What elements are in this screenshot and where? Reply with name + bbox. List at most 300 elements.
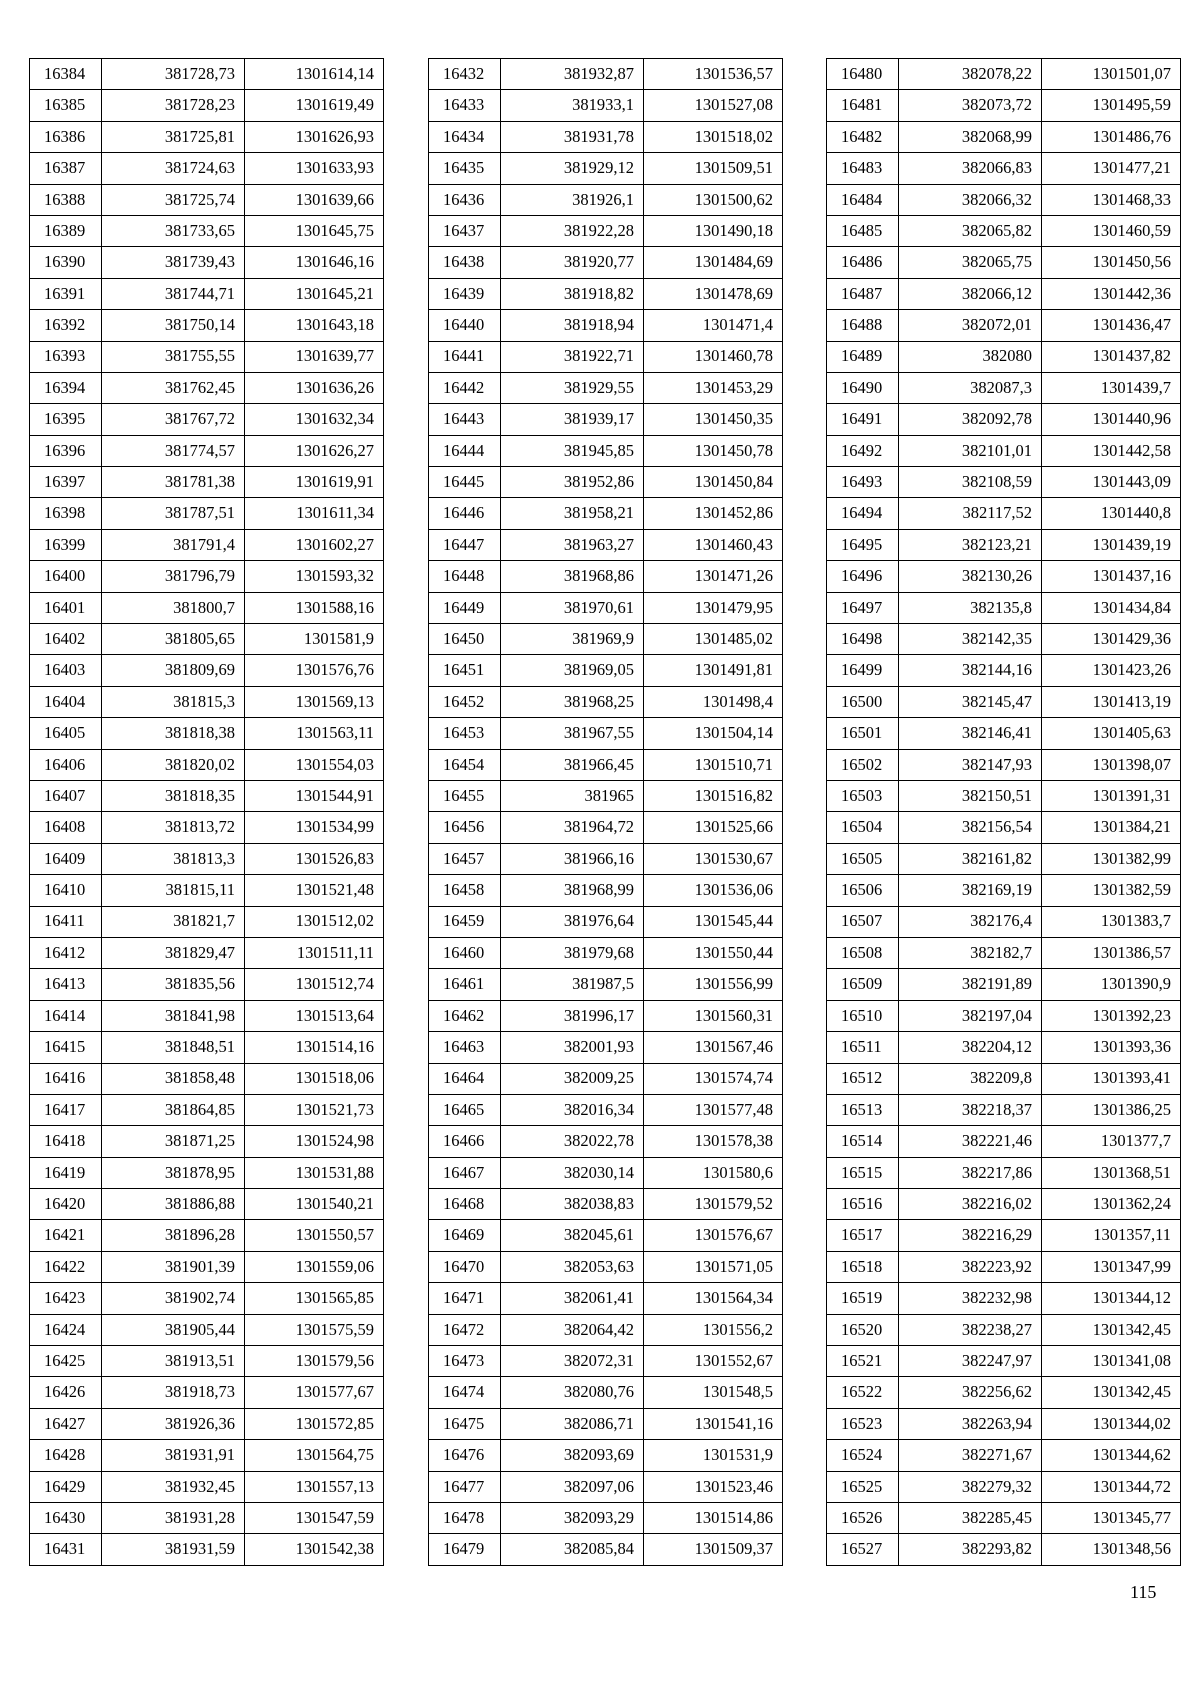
y-coordinate-cell: 1301556,2 xyxy=(644,1314,783,1345)
y-coordinate-cell: 1301512,02 xyxy=(245,906,384,937)
y-coordinate-cell: 1301478,69 xyxy=(644,278,783,309)
table-row xyxy=(827,1189,1181,1220)
x-coordinate-cell: 382182,7 xyxy=(899,937,1042,968)
y-coordinate-cell: 1301377,7 xyxy=(1042,1126,1181,1157)
point-number-cell: 16406 xyxy=(30,749,102,780)
x-coordinate-cell: 382221,46 xyxy=(899,1126,1042,1157)
table-row xyxy=(827,121,1181,152)
y-coordinate-cell: 1301619,91 xyxy=(245,467,384,498)
x-coordinate-cell: 381966,45 xyxy=(501,749,644,780)
table-row xyxy=(827,529,1181,560)
point-number-cell: 16516 xyxy=(827,1189,899,1220)
point-number-cell: 16433 xyxy=(429,90,501,121)
y-coordinate-cell: 1301382,59 xyxy=(1042,875,1181,906)
x-coordinate-cell: 381809,69 xyxy=(102,655,245,686)
point-number-cell: 16473 xyxy=(429,1346,501,1377)
point-number-cell: 16494 xyxy=(827,498,899,529)
x-coordinate-cell: 381871,25 xyxy=(102,1126,245,1157)
y-coordinate-cell: 1301504,14 xyxy=(644,718,783,749)
point-number-cell: 16408 xyxy=(30,812,102,843)
y-coordinate-cell: 1301579,56 xyxy=(245,1346,384,1377)
point-number-cell: 16497 xyxy=(827,592,899,623)
table-row xyxy=(30,1440,384,1471)
x-coordinate-cell: 381922,28 xyxy=(501,215,644,246)
x-coordinate-cell: 382238,27 xyxy=(899,1314,1042,1345)
table-row xyxy=(429,1032,783,1063)
point-number-cell: 16521 xyxy=(827,1346,899,1377)
table-row xyxy=(827,372,1181,403)
point-number-cell: 16501 xyxy=(827,718,899,749)
y-coordinate-cell: 1301526,83 xyxy=(245,843,384,874)
table-row xyxy=(429,1283,783,1314)
x-coordinate-cell: 381902,74 xyxy=(102,1283,245,1314)
x-coordinate-cell: 381796,79 xyxy=(102,561,245,592)
x-coordinate-cell: 381813,72 xyxy=(102,812,245,843)
y-coordinate-cell: 1301567,46 xyxy=(644,1032,783,1063)
point-number-cell: 16525 xyxy=(827,1471,899,1502)
y-coordinate-cell: 1301485,02 xyxy=(644,624,783,655)
point-number-cell: 16452 xyxy=(429,686,501,717)
y-coordinate-cell: 1301450,84 xyxy=(644,467,783,498)
table-row xyxy=(827,310,1181,341)
table-row xyxy=(827,561,1181,592)
y-coordinate-cell: 1301442,36 xyxy=(1042,278,1181,309)
point-number-cell: 16471 xyxy=(429,1283,501,1314)
table-row xyxy=(827,1408,1181,1439)
point-number-cell: 16486 xyxy=(827,247,899,278)
table-row xyxy=(30,90,384,121)
x-coordinate-cell: 381829,47 xyxy=(102,937,245,968)
table-row xyxy=(30,1063,384,1094)
y-coordinate-cell: 1301453,29 xyxy=(644,372,783,403)
point-number-cell: 16509 xyxy=(827,969,899,1000)
table-row xyxy=(30,153,384,184)
y-coordinate-cell: 1301382,99 xyxy=(1042,843,1181,874)
point-number-cell: 16500 xyxy=(827,686,899,717)
y-coordinate-cell: 1301614,14 xyxy=(245,59,384,90)
point-number-cell: 16503 xyxy=(827,780,899,811)
y-coordinate-cell: 1301434,84 xyxy=(1042,592,1181,623)
y-coordinate-cell: 1301530,67 xyxy=(644,843,783,874)
x-coordinate-cell: 382145,47 xyxy=(899,686,1042,717)
x-coordinate-cell: 381969,9 xyxy=(501,624,644,655)
point-number-cell: 16506 xyxy=(827,875,899,906)
table-row xyxy=(30,498,384,529)
y-coordinate-cell: 1301524,98 xyxy=(245,1126,384,1157)
point-number-cell: 16460 xyxy=(429,937,501,968)
y-coordinate-cell: 1301579,52 xyxy=(644,1189,783,1220)
x-coordinate-cell: 381968,25 xyxy=(501,686,644,717)
x-coordinate-cell: 382016,34 xyxy=(501,1094,644,1125)
y-coordinate-cell: 1301531,9 xyxy=(644,1440,783,1471)
table-row xyxy=(30,1534,384,1565)
table-row xyxy=(30,1251,384,1282)
point-number-cell: 16441 xyxy=(429,341,501,372)
table-row xyxy=(429,1220,783,1251)
table-row xyxy=(429,875,783,906)
y-coordinate-cell: 1301542,38 xyxy=(245,1534,384,1565)
y-coordinate-cell: 1301544,91 xyxy=(245,780,384,811)
x-coordinate-cell: 381787,51 xyxy=(102,498,245,529)
x-coordinate-cell: 381979,68 xyxy=(501,937,644,968)
point-number-cell: 16430 xyxy=(30,1502,102,1533)
point-number-cell: 16410 xyxy=(30,875,102,906)
point-number-cell: 16442 xyxy=(429,372,501,403)
x-coordinate-cell: 382146,41 xyxy=(899,718,1042,749)
y-coordinate-cell: 1301514,16 xyxy=(245,1032,384,1063)
point-number-cell: 16392 xyxy=(30,310,102,341)
y-coordinate-cell: 1301513,64 xyxy=(245,1000,384,1031)
table-row xyxy=(429,937,783,968)
point-number-cell: 16449 xyxy=(429,592,501,623)
y-coordinate-cell: 1301486,76 xyxy=(1042,121,1181,152)
table-row xyxy=(827,153,1181,184)
x-coordinate-cell: 381781,38 xyxy=(102,467,245,498)
x-coordinate-cell: 381926,36 xyxy=(102,1408,245,1439)
x-coordinate-cell: 382216,02 xyxy=(899,1189,1042,1220)
table-row xyxy=(30,1502,384,1533)
y-coordinate-cell: 1301527,08 xyxy=(644,90,783,121)
table-row xyxy=(30,1157,384,1188)
x-coordinate-cell: 382176,4 xyxy=(899,906,1042,937)
x-coordinate-cell: 382053,63 xyxy=(501,1251,644,1282)
table-row xyxy=(429,843,783,874)
point-number-cell: 16508 xyxy=(827,937,899,968)
x-coordinate-cell: 382093,69 xyxy=(501,1440,644,1471)
table-row xyxy=(30,969,384,1000)
y-coordinate-cell: 1301564,34 xyxy=(644,1283,783,1314)
y-coordinate-cell: 1301498,4 xyxy=(644,686,783,717)
x-coordinate-cell: 382087,3 xyxy=(899,372,1042,403)
point-number-cell: 16523 xyxy=(827,1408,899,1439)
x-coordinate-cell: 381813,3 xyxy=(102,843,245,874)
x-coordinate-cell: 381878,95 xyxy=(102,1157,245,1188)
x-coordinate-cell: 382030,14 xyxy=(501,1157,644,1188)
x-coordinate-cell: 381848,51 xyxy=(102,1032,245,1063)
y-coordinate-cell: 1301523,46 xyxy=(644,1471,783,1502)
table-row xyxy=(30,184,384,215)
point-number-cell: 16428 xyxy=(30,1440,102,1471)
y-coordinate-cell: 1301534,99 xyxy=(245,812,384,843)
x-coordinate-cell: 381800,7 xyxy=(102,592,245,623)
table-row xyxy=(827,969,1181,1000)
table-row xyxy=(30,121,384,152)
point-number-cell: 16426 xyxy=(30,1377,102,1408)
x-coordinate-cell: 381933,1 xyxy=(501,90,644,121)
x-coordinate-cell: 382123,21 xyxy=(899,529,1042,560)
y-coordinate-cell: 1301348,56 xyxy=(1042,1534,1181,1565)
table-row xyxy=(429,1440,783,1471)
y-coordinate-cell: 1301569,13 xyxy=(245,686,384,717)
y-coordinate-cell: 1301439,19 xyxy=(1042,529,1181,560)
point-number-cell: 16403 xyxy=(30,655,102,686)
point-number-cell: 16488 xyxy=(827,310,899,341)
x-coordinate-cell: 381725,74 xyxy=(102,184,245,215)
x-coordinate-cell: 381931,59 xyxy=(102,1534,245,1565)
point-number-cell: 16517 xyxy=(827,1220,899,1251)
y-coordinate-cell: 1301460,43 xyxy=(644,529,783,560)
x-coordinate-cell: 382065,82 xyxy=(899,215,1042,246)
x-coordinate-cell: 382204,12 xyxy=(899,1032,1042,1063)
x-coordinate-cell: 381744,71 xyxy=(102,278,245,309)
table-row xyxy=(827,843,1181,874)
y-coordinate-cell: 1301576,76 xyxy=(245,655,384,686)
table-row xyxy=(30,592,384,623)
y-coordinate-cell: 1301413,19 xyxy=(1042,686,1181,717)
point-number-cell: 16446 xyxy=(429,498,501,529)
y-coordinate-cell: 1301521,73 xyxy=(245,1094,384,1125)
y-coordinate-cell: 1301633,93 xyxy=(245,153,384,184)
point-number-cell: 16393 xyxy=(30,341,102,372)
table-row xyxy=(827,1314,1181,1345)
table-row xyxy=(30,780,384,811)
x-coordinate-cell: 381920,77 xyxy=(501,247,644,278)
x-coordinate-cell: 381767,72 xyxy=(102,404,245,435)
y-coordinate-cell: 1301510,71 xyxy=(644,749,783,780)
x-coordinate-cell: 382080 xyxy=(899,341,1042,372)
table-row xyxy=(429,1471,783,1502)
y-coordinate-cell: 1301443,09 xyxy=(1042,467,1181,498)
table-row xyxy=(429,121,783,152)
x-coordinate-cell: 381821,7 xyxy=(102,906,245,937)
point-number-cell: 16384 xyxy=(30,59,102,90)
y-coordinate-cell: 1301450,78 xyxy=(644,435,783,466)
y-coordinate-cell: 1301344,02 xyxy=(1042,1408,1181,1439)
table-row xyxy=(429,372,783,403)
table-row xyxy=(429,655,783,686)
x-coordinate-cell: 381886,88 xyxy=(102,1189,245,1220)
x-coordinate-cell: 382108,59 xyxy=(899,467,1042,498)
y-coordinate-cell: 1301437,82 xyxy=(1042,341,1181,372)
table-row xyxy=(827,1032,1181,1063)
y-coordinate-cell: 1301357,11 xyxy=(1042,1220,1181,1251)
x-coordinate-cell: 382216,29 xyxy=(899,1220,1042,1251)
point-number-cell: 16474 xyxy=(429,1377,501,1408)
y-coordinate-cell: 1301383,7 xyxy=(1042,906,1181,937)
x-coordinate-cell: 381815,11 xyxy=(102,875,245,906)
y-coordinate-cell: 1301390,9 xyxy=(1042,969,1181,1000)
y-coordinate-cell: 1301393,41 xyxy=(1042,1063,1181,1094)
x-coordinate-cell: 381958,21 xyxy=(501,498,644,529)
table-row xyxy=(429,529,783,560)
point-number-cell: 16457 xyxy=(429,843,501,874)
y-coordinate-cell: 1301581,9 xyxy=(245,624,384,655)
point-number-cell: 16435 xyxy=(429,153,501,184)
y-coordinate-cell: 1301471,26 xyxy=(644,561,783,592)
point-number-cell: 16498 xyxy=(827,624,899,655)
x-coordinate-cell: 381835,56 xyxy=(102,969,245,1000)
point-number-cell: 16462 xyxy=(429,1000,501,1031)
point-number-cell: 16522 xyxy=(827,1377,899,1408)
x-coordinate-cell: 382232,98 xyxy=(899,1283,1042,1314)
y-coordinate-cell: 1301398,07 xyxy=(1042,749,1181,780)
x-coordinate-cell: 381918,73 xyxy=(102,1377,245,1408)
point-number-cell: 16423 xyxy=(30,1283,102,1314)
point-number-cell: 16495 xyxy=(827,529,899,560)
table-row xyxy=(30,561,384,592)
point-number-cell: 16400 xyxy=(30,561,102,592)
table-row xyxy=(30,1189,384,1220)
point-number-cell: 16483 xyxy=(827,153,899,184)
table-row xyxy=(30,1314,384,1345)
table-row xyxy=(827,624,1181,655)
y-coordinate-cell: 1301619,49 xyxy=(245,90,384,121)
table-row xyxy=(30,1283,384,1314)
y-coordinate-cell: 1301572,85 xyxy=(245,1408,384,1439)
table-row xyxy=(827,90,1181,121)
x-coordinate-cell: 381939,17 xyxy=(501,404,644,435)
table-row xyxy=(30,1471,384,1502)
point-number-cell: 16511 xyxy=(827,1032,899,1063)
table-row xyxy=(827,1094,1181,1125)
point-number-cell: 16397 xyxy=(30,467,102,498)
point-number-cell: 16385 xyxy=(30,90,102,121)
table-row xyxy=(30,435,384,466)
point-number-cell: 16413 xyxy=(30,969,102,1000)
point-number-cell: 16401 xyxy=(30,592,102,623)
x-coordinate-cell: 382065,75 xyxy=(899,247,1042,278)
y-coordinate-cell: 1301548,5 xyxy=(644,1377,783,1408)
x-coordinate-cell: 381963,27 xyxy=(501,529,644,560)
x-coordinate-cell: 382078,22 xyxy=(899,59,1042,90)
x-coordinate-cell: 381952,86 xyxy=(501,467,644,498)
x-coordinate-cell: 382191,89 xyxy=(899,969,1042,1000)
x-coordinate-cell: 381966,16 xyxy=(501,843,644,874)
x-coordinate-cell: 381762,45 xyxy=(102,372,245,403)
y-coordinate-cell: 1301565,85 xyxy=(245,1283,384,1314)
x-coordinate-cell: 381791,4 xyxy=(102,529,245,560)
y-coordinate-cell: 1301626,93 xyxy=(245,121,384,152)
y-coordinate-cell: 1301536,06 xyxy=(644,875,783,906)
x-coordinate-cell: 381926,1 xyxy=(501,184,644,215)
point-number-cell: 16524 xyxy=(827,1440,899,1471)
table-row xyxy=(827,1346,1181,1377)
point-number-cell: 16447 xyxy=(429,529,501,560)
x-coordinate-cell: 381931,78 xyxy=(501,121,644,152)
table-row xyxy=(429,1189,783,1220)
x-coordinate-cell: 381820,02 xyxy=(102,749,245,780)
point-number-cell: 16481 xyxy=(827,90,899,121)
table-row xyxy=(827,937,1181,968)
point-number-cell: 16424 xyxy=(30,1314,102,1345)
point-number-cell: 16399 xyxy=(30,529,102,560)
x-coordinate-cell: 382022,78 xyxy=(501,1126,644,1157)
y-coordinate-cell: 1301429,36 xyxy=(1042,624,1181,655)
x-coordinate-cell: 381818,35 xyxy=(102,780,245,811)
y-coordinate-cell: 1301580,6 xyxy=(644,1157,783,1188)
table-row xyxy=(827,1000,1181,1031)
y-coordinate-cell: 1301514,86 xyxy=(644,1502,783,1533)
x-coordinate-cell: 381964,72 xyxy=(501,812,644,843)
y-coordinate-cell: 1301588,16 xyxy=(245,592,384,623)
y-coordinate-cell: 1301636,26 xyxy=(245,372,384,403)
point-number-cell: 16461 xyxy=(429,969,501,1000)
point-number-cell: 16431 xyxy=(30,1534,102,1565)
table-row xyxy=(429,1157,783,1188)
point-number-cell: 16421 xyxy=(30,1220,102,1251)
coordinate-table-3 xyxy=(826,58,1181,1566)
y-coordinate-cell: 1301491,81 xyxy=(644,655,783,686)
point-number-cell: 16493 xyxy=(827,467,899,498)
table-row xyxy=(429,561,783,592)
table-row xyxy=(827,1502,1181,1533)
x-coordinate-cell: 381739,43 xyxy=(102,247,245,278)
y-coordinate-cell: 1301440,8 xyxy=(1042,498,1181,529)
y-coordinate-cell: 1301509,51 xyxy=(644,153,783,184)
y-coordinate-cell: 1301559,06 xyxy=(245,1251,384,1282)
point-number-cell: 16425 xyxy=(30,1346,102,1377)
point-number-cell: 16436 xyxy=(429,184,501,215)
table-row xyxy=(429,1377,783,1408)
table-row xyxy=(429,467,783,498)
table-row xyxy=(827,812,1181,843)
y-coordinate-cell: 1301552,67 xyxy=(644,1346,783,1377)
table-row xyxy=(30,1220,384,1251)
x-coordinate-cell: 382066,12 xyxy=(899,278,1042,309)
point-number-cell: 16387 xyxy=(30,153,102,184)
x-coordinate-cell: 381976,64 xyxy=(501,906,644,937)
y-coordinate-cell: 1301362,24 xyxy=(1042,1189,1181,1220)
x-coordinate-cell: 381864,85 xyxy=(102,1094,245,1125)
table-row xyxy=(30,247,384,278)
point-number-cell: 16489 xyxy=(827,341,899,372)
point-number-cell: 16492 xyxy=(827,435,899,466)
point-number-cell: 16512 xyxy=(827,1063,899,1094)
y-coordinate-cell: 1301436,47 xyxy=(1042,310,1181,341)
table-row xyxy=(429,1094,783,1125)
table-row xyxy=(429,278,783,309)
y-coordinate-cell: 1301368,51 xyxy=(1042,1157,1181,1188)
table-row xyxy=(827,749,1181,780)
y-coordinate-cell: 1301571,05 xyxy=(644,1251,783,1282)
point-number-cell: 16458 xyxy=(429,875,501,906)
point-number-cell: 16496 xyxy=(827,561,899,592)
point-number-cell: 16491 xyxy=(827,404,899,435)
table-row xyxy=(429,1408,783,1439)
point-number-cell: 16386 xyxy=(30,121,102,152)
table-row xyxy=(30,278,384,309)
point-number-cell: 16439 xyxy=(429,278,501,309)
table-row xyxy=(827,1471,1181,1502)
y-coordinate-cell: 1301479,95 xyxy=(644,592,783,623)
point-number-cell: 16502 xyxy=(827,749,899,780)
y-coordinate-cell: 1301541,16 xyxy=(644,1408,783,1439)
y-coordinate-cell: 1301646,16 xyxy=(245,247,384,278)
x-coordinate-cell: 382080,76 xyxy=(501,1377,644,1408)
x-coordinate-cell: 382045,61 xyxy=(501,1220,644,1251)
x-coordinate-cell: 382142,35 xyxy=(899,624,1042,655)
table-row xyxy=(827,780,1181,811)
y-coordinate-cell: 1301509,37 xyxy=(644,1534,783,1565)
x-coordinate-cell: 382218,37 xyxy=(899,1094,1042,1125)
x-coordinate-cell: 381968,99 xyxy=(501,875,644,906)
x-coordinate-cell: 381818,38 xyxy=(102,718,245,749)
table-row xyxy=(30,1094,384,1125)
y-coordinate-cell: 1301384,21 xyxy=(1042,812,1181,843)
point-number-cell: 16478 xyxy=(429,1502,501,1533)
table-row xyxy=(429,247,783,278)
y-coordinate-cell: 1301393,36 xyxy=(1042,1032,1181,1063)
point-number-cell: 16469 xyxy=(429,1220,501,1251)
point-number-cell: 16438 xyxy=(429,247,501,278)
table-row xyxy=(827,247,1181,278)
point-number-cell: 16395 xyxy=(30,404,102,435)
x-coordinate-cell: 382009,25 xyxy=(501,1063,644,1094)
table-row xyxy=(827,1534,1181,1565)
point-number-cell: 16440 xyxy=(429,310,501,341)
table-row xyxy=(429,749,783,780)
x-coordinate-cell: 382097,06 xyxy=(501,1471,644,1502)
